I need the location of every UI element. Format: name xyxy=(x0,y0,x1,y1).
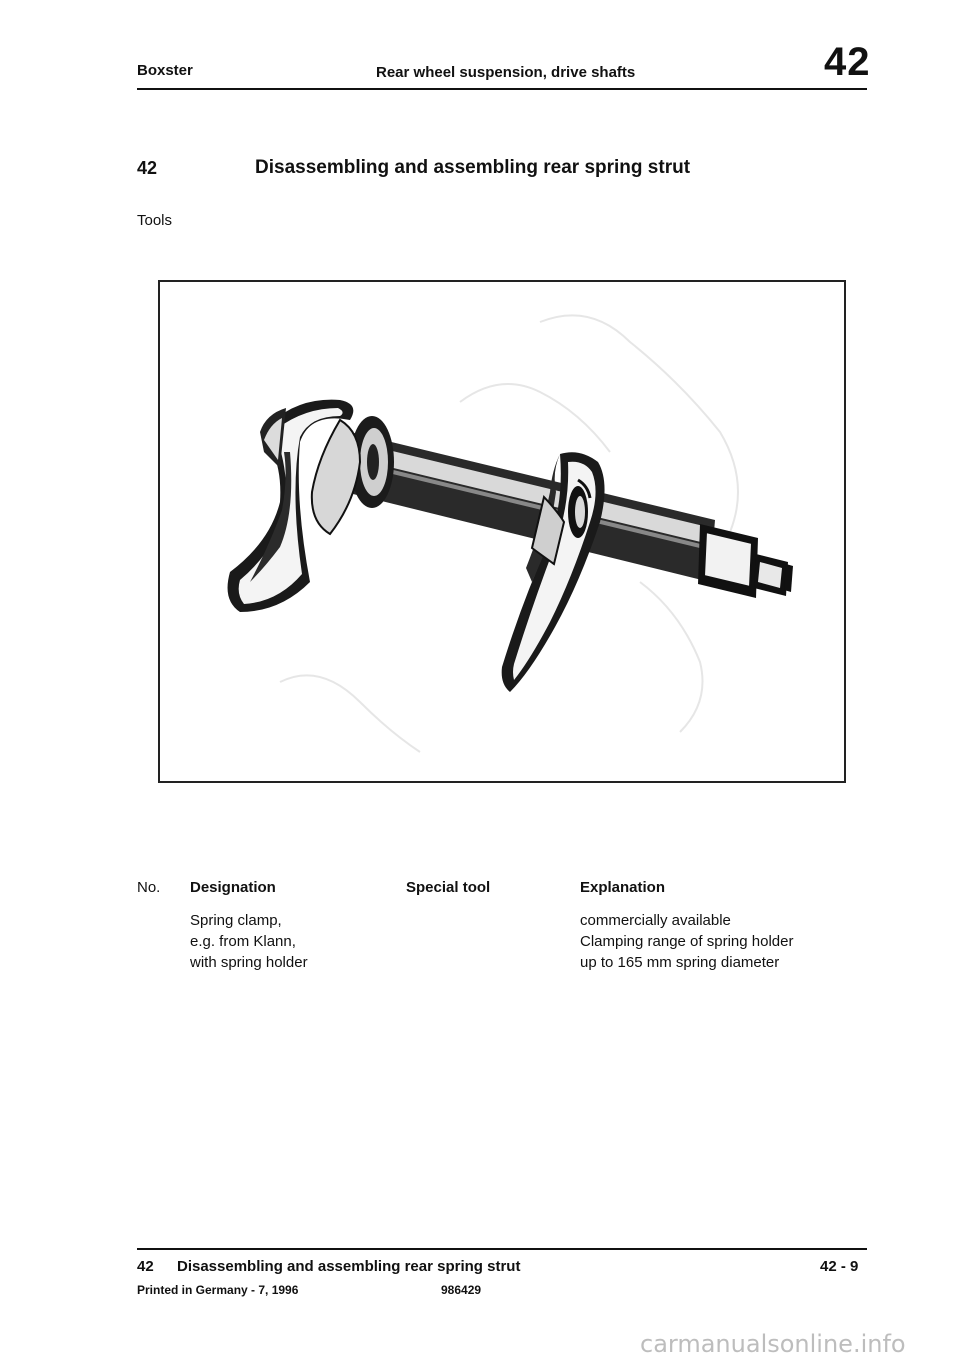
header-section: Rear wheel suspension, drive shafts xyxy=(376,64,636,81)
page-title: Disassembling and assembling rear spring strut xyxy=(255,157,691,178)
header-divider xyxy=(137,88,867,90)
watermark: carmanualsonline.info xyxy=(640,1330,906,1358)
table-cell-designation xyxy=(190,910,308,973)
table-cell-explanation xyxy=(580,910,793,973)
spring-clamp-illustration-icon xyxy=(160,282,844,781)
explanation-line: Clamping range of spring holder xyxy=(580,933,794,950)
tools-heading: Tools xyxy=(137,212,173,229)
column-header-designation: Designation xyxy=(190,879,276,896)
footer-print-info: Printed in Germany - 7, 1996 xyxy=(137,1283,299,1297)
header-chapter-number: 42 xyxy=(824,40,871,84)
column-header-special-tool: Special tool xyxy=(406,879,491,896)
column-header-explanation: Explanation xyxy=(580,879,666,896)
footer-chapter-number: 42 xyxy=(137,1258,154,1275)
designation-line: e.g. from Klann, xyxy=(190,933,296,950)
designation-line: Spring clamp, xyxy=(190,912,282,929)
header-model: Boxster xyxy=(137,62,193,79)
footer-page-number: 42 - 9 xyxy=(820,1258,859,1275)
footer-divider xyxy=(137,1248,867,1250)
footer-title: Disassembling and assembling rear spring strut xyxy=(177,1258,521,1275)
column-header-no: No. xyxy=(137,879,161,896)
tool-figure xyxy=(158,280,846,783)
explanation-line: up to 165 mm spring diameter xyxy=(580,954,780,971)
section-number: 42 xyxy=(137,158,158,178)
explanation-line: commercially available xyxy=(580,912,731,929)
designation-line: with spring holder xyxy=(190,954,308,971)
footer-document-code: 986429 xyxy=(441,1283,482,1297)
